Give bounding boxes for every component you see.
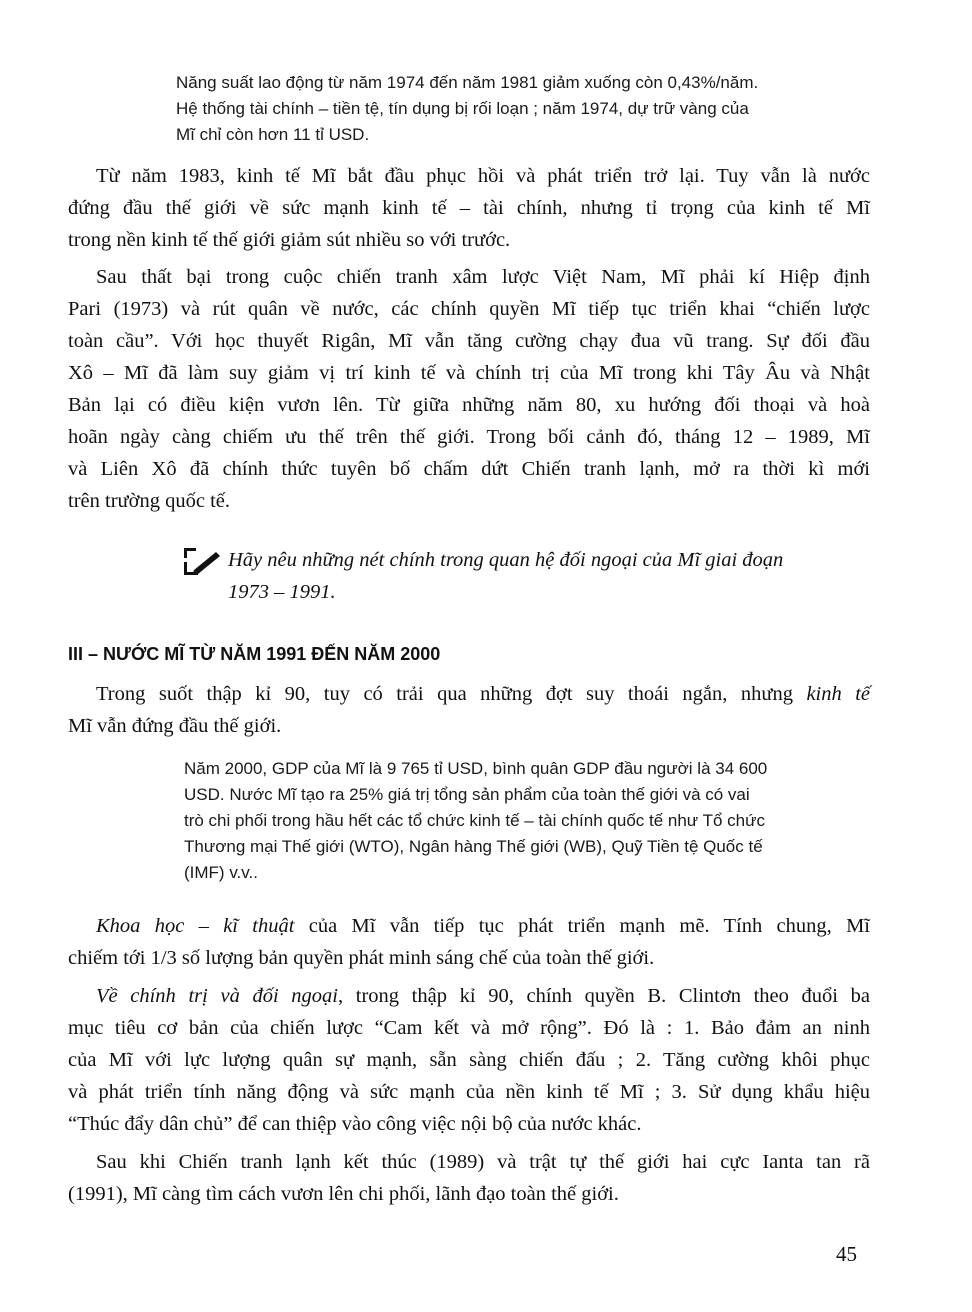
paragraph-text: , trong thập kỉ 90, chính quyền B. Clintơn theo đuổi ba	[338, 985, 870, 1007]
paragraph-post-cold-war	[68, 1146, 870, 1210]
emphasis-text: Về chính trị và đối ngoại	[96, 985, 338, 1007]
paragraph-line: chiếm tới 1/3 số lượng bản quyền phát minh sáng chế của toàn thế giới.	[68, 947, 655, 969]
paragraph-line: (1991), Mĩ càng tìm cách vươn lên chi phối, lãnh đạo toàn thế giới.	[68, 1183, 619, 1205]
paragraph-science-technology	[68, 910, 870, 974]
paragraph-economy-90s	[68, 678, 870, 742]
question-line: 1973 – 1991.	[228, 581, 336, 603]
paragraph-line: Pari (1973) và rút quân về nước, các chính quyền Mĩ tiếp tục triển khai “chiến lược	[68, 298, 870, 320]
note-line: USD. Nước Mĩ tạo ra 25% giá trị tổng sản phẩm của toàn thế giới và có vai	[184, 785, 750, 804]
paragraph-line: hoãn ngày càng chiếm ưu thế trên thế giới. Trong bối cảnh đó, tháng 12 – 1989, Mĩ	[68, 426, 870, 448]
paragraph-line: và phát triển tính năng động và sức mạnh của nền kinh tế Mĩ ; 3. Sử dụng khẩu hiệu	[68, 1081, 870, 1103]
paragraph-foreign-policy	[68, 261, 870, 517]
note-economy-decline	[176, 70, 870, 148]
note-line: Mĩ chỉ còn hơn 11 tỉ USD.	[176, 125, 370, 144]
note-line: (IMF) v.v..	[184, 863, 258, 882]
section-heading: III – NƯỚC MĨ TỪ NĂM 1991 ĐẾN NĂM 2000	[68, 644, 441, 664]
paragraph-line: Từ năm 1983, kinh tế Mĩ bắt đầu phục hồi và phát triển trở lại. Tuy vẫn là nước	[96, 165, 870, 187]
pencil-icon	[182, 546, 222, 576]
paragraph-line: của Mĩ với lực lượng quân sự mạnh, sẵn sàng chiến đấu ; 2. Tăng cường khôi phục	[68, 1049, 870, 1071]
note-line: Thương mại Thế giới (WTO), Ngân hàng Thế giới (WB), Quỹ Tiền tệ Quốc tế	[184, 837, 763, 856]
paragraph-line: Bản lại có điều kiện vươn lên. Từ giữa những năm 80, xu hướng đối thoại và hoà	[68, 394, 870, 416]
paragraph-line: Mĩ vẫn đứng đầu thế giới.	[68, 715, 282, 737]
paragraph-line	[68, 980, 870, 1012]
paragraph-line: trong nền kinh tế thế giới giảm sút nhiều so với trước.	[68, 229, 511, 251]
emphasis-text: Khoa học – kĩ thuật	[96, 915, 295, 937]
paragraph-text: của Mĩ vẫn tiếp tục phát triển mạnh mẽ. Tính chung, Mĩ	[294, 915, 870, 937]
paragraph-line: Xô – Mĩ đã làm suy giảm vị trí kinh tế và chính trị của Mĩ trong khi Tây Âu và Nhật	[68, 362, 870, 384]
paragraph-politics-90s	[68, 980, 870, 1140]
paragraph-text: Trong suốt thập kỉ 90, tuy có trải qua những đợt suy thoái ngắn, nhưng	[96, 683, 807, 705]
paragraph-line: mục tiêu cơ bản của chiến lược “Cam kết và mở rộng”. Đó là : 1. Bảo đảm an ninh	[68, 1017, 870, 1039]
paragraph-line: và Liên Xô đã chính thức tuyên bố chấm dứt Chiến tranh lạnh, mở ra thời kì mới	[68, 458, 870, 480]
note-gdp-2000	[184, 756, 870, 886]
note-line: Năng suất lao động từ năm 1974 đến năm 1981 giảm xuống còn 0,43%/năm.	[176, 73, 759, 92]
note-line: trò chi phối trong hầu hết các tổ chức kinh tế – tài chính quốc tế như Tổ chức	[184, 811, 765, 830]
paragraph-recovery-1983	[68, 160, 870, 256]
question-text	[228, 544, 878, 608]
paragraph-line: “Thúc đẩy dân chủ” để can thiệp vào công việc nội bộ của nước khác.	[68, 1113, 642, 1135]
note-line: Hệ thống tài chính – tiền tệ, tín dụng bị rối loạn ; năm 1974, dự trữ vàng của	[176, 99, 749, 118]
note-line: Năm 2000, GDP của Mĩ là 9 765 tỉ USD, bình quân GDP đầu người là 34 600	[184, 759, 768, 778]
paragraph-line: đứng đầu thế giới về sức mạnh kinh tế – tài chính, nhưng tỉ trọng của kinh tế Mĩ	[68, 197, 870, 219]
paragraph-line	[68, 910, 870, 942]
paragraph-line: Sau khi Chiến tranh lạnh kết thúc (1989) và trật tự thế giới hai cực Ianta tan rã	[96, 1151, 870, 1173]
paragraph-line: trên trường quốc tế.	[68, 490, 230, 512]
paragraph-line	[68, 678, 870, 710]
emphasis-text: kinh tế	[806, 683, 870, 705]
question-line: Hãy nêu những nét chính trong quan hệ đối ngoại của Mĩ giai đoạn	[228, 549, 784, 571]
page-number: 45	[836, 1242, 857, 1266]
paragraph-line: toàn cầu”. Với học thuyết Rigân, Mĩ vẫn tăng cường chạy đua vũ trang. Sự đối đầu	[68, 330, 870, 352]
paragraph-line: Sau thất bại trong cuộc chiến tranh xâm lược Việt Nam, Mĩ phải kí Hiệp định	[96, 266, 870, 288]
